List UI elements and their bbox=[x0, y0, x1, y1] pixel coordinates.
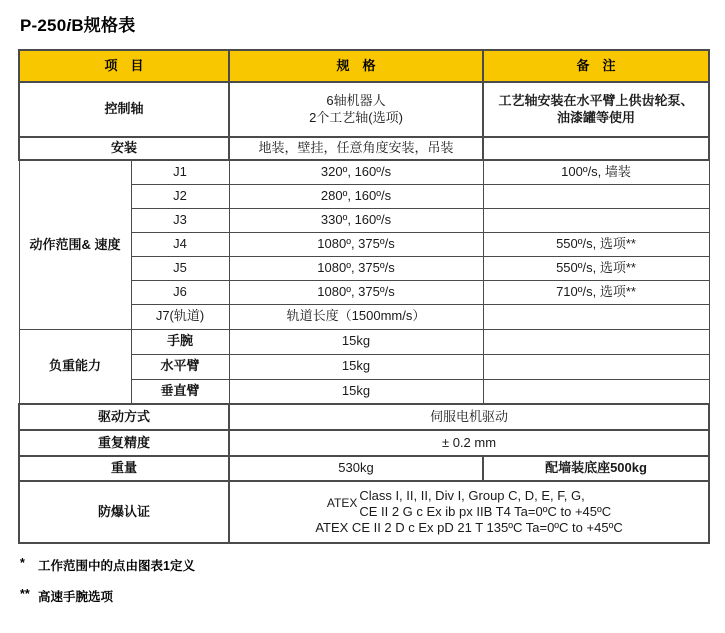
row-repeatability bbox=[19, 430, 709, 456]
weight-spec: 530kg bbox=[229, 456, 483, 481]
axis-remark-j4: 550º/s, 选项** bbox=[483, 232, 709, 256]
payload-part-vertical-arm: 垂直臂 bbox=[131, 379, 229, 404]
atex-certification-block bbox=[232, 488, 706, 521]
drive-spec: 伺服电机驱动 bbox=[229, 404, 709, 430]
page-title bbox=[20, 11, 725, 36]
payload-spec-vertical-arm: 15kg bbox=[229, 379, 483, 404]
atex-line2: CE II 2 G c Ex ib px IIB T4 Ta=0ºC to +45ºC bbox=[359, 503, 612, 519]
axis-name-j4: J4 bbox=[131, 232, 229, 256]
header-row bbox=[19, 50, 709, 82]
weight-remark: 配墙装底座500kg bbox=[483, 456, 709, 481]
axis-spec-j3: 330º, 160º/s bbox=[229, 208, 483, 232]
control-axes-remark-line1: 工艺轴安装在水平臂上供齿轮泵、 bbox=[498, 93, 694, 109]
atex-lines bbox=[359, 488, 611, 521]
axis-spec-j2: 280º, 160º/s bbox=[229, 184, 483, 208]
axis-name-j6: J6 bbox=[131, 280, 229, 304]
axis-spec-j5: 1080º, 375º/s bbox=[229, 256, 483, 280]
spec-table bbox=[18, 49, 710, 544]
mounting-remark bbox=[483, 137, 709, 160]
axis-name-j5: J5 bbox=[131, 256, 229, 280]
repeatability-label: 重复精度 bbox=[19, 430, 229, 456]
axis-name-j1: J1 bbox=[131, 160, 229, 184]
axis-name-j7: J7(轨道) bbox=[131, 304, 229, 329]
axis-remark-j6: 710º/s, 选项** bbox=[483, 280, 709, 304]
footnote-2-marker: ** bbox=[20, 587, 30, 601]
row-explosion-proof bbox=[19, 481, 709, 543]
control-axes-spec-line1: 6轴机器人 bbox=[326, 93, 386, 109]
payload-spec-wrist: 15kg bbox=[229, 329, 483, 354]
axis-remark-j5: 550º/s, 选项** bbox=[483, 256, 709, 280]
axis-name-j3: J3 bbox=[131, 208, 229, 232]
payload-label: 负重能力 bbox=[19, 329, 131, 404]
axis-spec-j1: 320º, 160º/s bbox=[229, 160, 483, 184]
control-axes-remark bbox=[483, 82, 709, 137]
payload-part-horizontal-arm: 水平臂 bbox=[131, 354, 229, 379]
page-title-prefix: P-250 bbox=[20, 16, 67, 35]
page-title-italic-i: i bbox=[66, 16, 72, 35]
column-header-spec: 规 格 bbox=[229, 50, 483, 82]
footnote-2-text: 高速手腕选项 bbox=[38, 590, 114, 604]
row-payload-wrist bbox=[19, 329, 709, 354]
weight-label: 重量 bbox=[19, 456, 229, 481]
repeatability-spec: ± 0.2 mm bbox=[229, 430, 709, 456]
payload-part-wrist: 手腕 bbox=[131, 329, 229, 354]
control-axes-spec-line2: 2个工艺轴(选项) bbox=[309, 109, 403, 125]
mounting-spec: 地装，壁挂，任意角度安装，吊装 bbox=[229, 137, 483, 160]
footnote-work-range bbox=[20, 556, 725, 574]
explosion-proof-label: 防爆认证 bbox=[19, 481, 229, 543]
payload-remark-horizontal-arm bbox=[483, 354, 709, 379]
axis-spec-j4: 1080º, 375º/s bbox=[229, 232, 483, 256]
atex-line3: ATEX CE II 2 D c Ex pD 21 T 135ºC Ta=0ºC to +45ºC bbox=[315, 520, 623, 536]
control-axes-label: 控制轴 bbox=[19, 82, 229, 137]
row-weight bbox=[19, 456, 709, 481]
mounting-label: 安装 bbox=[19, 137, 229, 160]
axis-remark-j2 bbox=[483, 184, 709, 208]
explosion-proof-spec bbox=[229, 481, 709, 543]
payload-remark-vertical-arm bbox=[483, 379, 709, 404]
motion-label: 动作范围& 速度 bbox=[19, 160, 131, 329]
row-axis-j1 bbox=[19, 160, 709, 184]
payload-remark-wrist bbox=[483, 329, 709, 354]
footnote-1-marker: * bbox=[20, 556, 25, 570]
axis-name-j2: J2 bbox=[131, 184, 229, 208]
column-header-remark: 备 注 bbox=[483, 50, 709, 82]
row-control-axes bbox=[19, 82, 709, 137]
axis-remark-j3 bbox=[483, 208, 709, 232]
row-drive bbox=[19, 404, 709, 430]
page-title-suffix: B规格表 bbox=[71, 16, 136, 35]
footnote-1-text: 工作范围中的点由图表1定义 bbox=[38, 559, 195, 573]
payload-spec-horizontal-arm: 15kg bbox=[229, 354, 483, 379]
column-header-item: 项 目 bbox=[19, 50, 229, 82]
axis-spec-j6: 1080º, 375º/s bbox=[229, 280, 483, 304]
atex-label: ATEX bbox=[326, 496, 358, 511]
row-mounting bbox=[19, 137, 709, 160]
drive-label: 驱动方式 bbox=[19, 404, 229, 430]
axis-remark-j7 bbox=[483, 304, 709, 329]
control-axes-remark-line2: 油漆罐等使用 bbox=[557, 109, 636, 125]
footnote-high-speed-wrist bbox=[20, 587, 725, 605]
control-axes-spec bbox=[229, 82, 483, 137]
axis-spec-j7: 轨道长度（1500mm/s） bbox=[229, 304, 483, 329]
atex-line1: Class I, II, II, Div I, Group C, D, E, F, G, bbox=[359, 487, 585, 503]
axis-remark-j1: 100º/s, 墙装 bbox=[483, 160, 709, 184]
